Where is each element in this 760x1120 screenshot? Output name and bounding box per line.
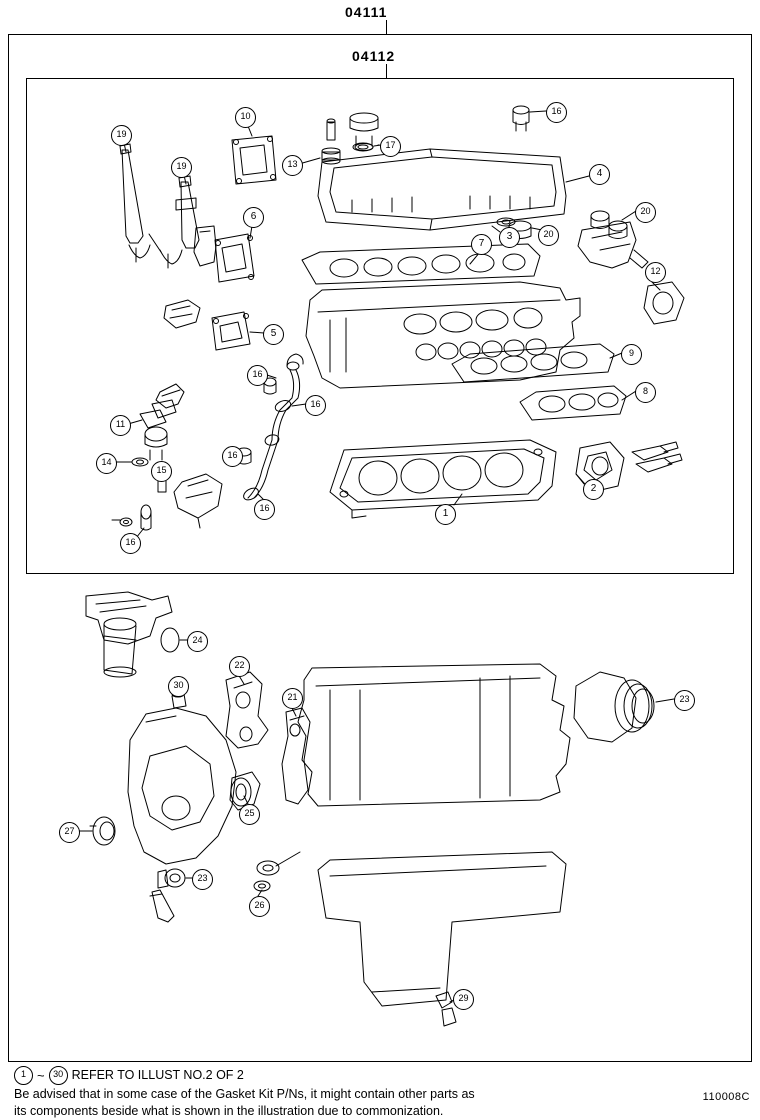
callout-21[interactable]: 21 [282,688,303,709]
callout-9[interactable]: 9 [621,344,642,365]
callout-22[interactable]: 22 [229,656,250,677]
callout-23-a[interactable]: 23 [674,690,695,711]
callout-10[interactable]: 10 [235,107,256,128]
callout-16-d[interactable]: 16 [222,446,243,467]
callout-11[interactable]: 11 [110,415,131,436]
callout-16-a[interactable]: 16 [546,102,567,123]
callout-2[interactable]: 2 [583,479,604,500]
reference-note-text: REFER TO ILLUST NO.2 OF 2 [71,1068,244,1082]
callout-15[interactable]: 15 [151,461,172,482]
callout-16-c[interactable]: 16 [305,395,326,416]
callout-8[interactable]: 8 [635,382,656,403]
callout-16-f[interactable]: 16 [120,533,141,554]
callout-24[interactable]: 24 [187,631,208,652]
callout-7[interactable]: 7 [471,234,492,255]
kit-number-04112: 04112 [352,48,396,64]
callout-26[interactable]: 26 [249,896,270,917]
advice-line-1: Be advised that in some case of the Gasket Kit P/Ns, it might contain other parts as [14,1087,475,1101]
reference-note [14,1066,744,1085]
advice-line-2: its components beside what is shown in the illustration due to commonization. [14,1104,444,1118]
callout-20-a[interactable]: 20 [635,202,656,223]
diagram-code: 110008C [702,1091,750,1103]
callout-20-b[interactable]: 20 [538,225,559,246]
callout-29[interactable]: 29 [453,989,474,1010]
callout-ref-end: 30 [49,1066,68,1085]
callout-27[interactable]: 27 [59,822,80,843]
callout-23-b[interactable]: 23 [192,869,213,890]
kit-number-04111: 04111 [345,4,388,20]
callout-ref-start: 1 [14,1066,33,1085]
callout-17[interactable]: 17 [380,136,401,157]
callout-5[interactable]: 5 [263,324,284,345]
callout-30[interactable]: 30 [168,676,189,697]
callout-13[interactable]: 13 [282,155,303,176]
callout-19-b[interactable]: 19 [171,157,192,178]
leader-line-04111 [386,20,387,34]
callout-4[interactable]: 4 [589,164,610,185]
callout-25[interactable]: 25 [239,804,260,825]
callout-19-a[interactable]: 19 [111,125,132,146]
callout-6[interactable]: 6 [243,207,264,228]
inner-kit-frame [26,78,734,574]
callout-16-e[interactable]: 16 [254,499,275,520]
callout-1[interactable]: 1 [435,504,456,525]
callout-3[interactable]: 3 [499,227,520,248]
callout-14[interactable]: 14 [96,453,117,474]
callout-12[interactable]: 12 [645,262,666,283]
range-tilde: ~ [37,1068,45,1083]
callout-16-b[interactable]: 16 [247,365,268,386]
